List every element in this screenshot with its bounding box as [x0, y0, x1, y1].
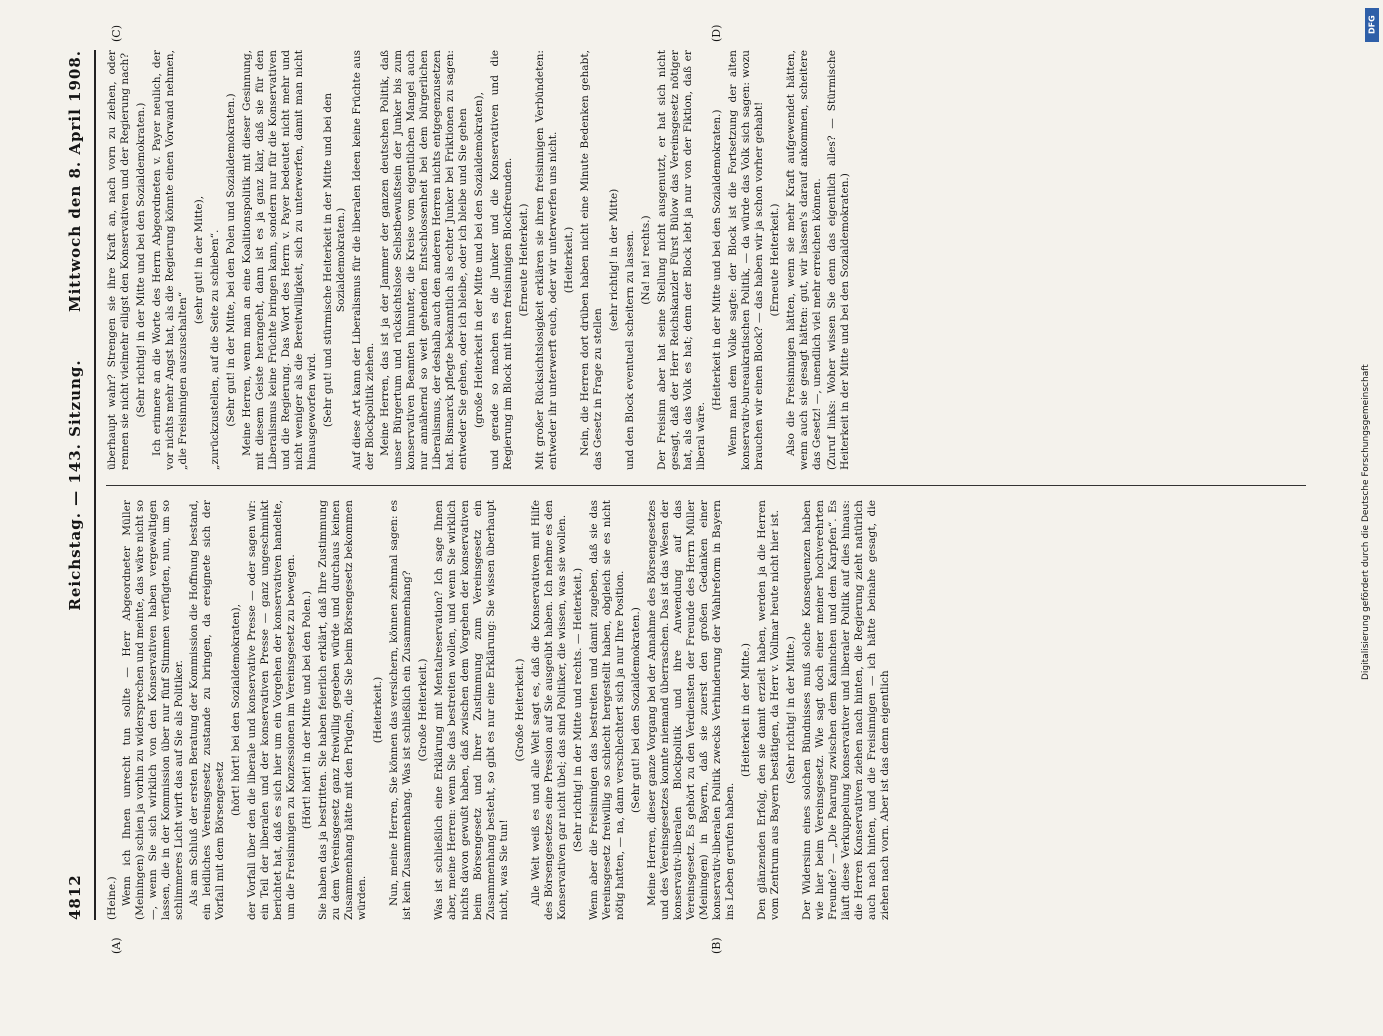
interjection: (große Heiterkeit in der Mitte und bei den Sozialdemokraten),	[473, 92, 485, 428]
paragraph: Wenn aber die Freisinnigen das bestreiten und damit zugeben, daß sie das Vereinsgesetz freiwillig so schlecht hergestellt haben, obgleich sie es nicht nötig hatten, — na, dann verschlechtert sich ja nur Ihre Position.	[588, 500, 626, 920]
paragraph: Meine Herren, dieser ganze Vorgang bei der Annahme des Börsengesetzes und des Vereinsgesetzes konnte niemand überraschen. Das ist das Wesen der konservativ-liberalen Blockpolitik und ihre Anwendung auf das Vereinsgesetz. Es gehört zu den Verdiensten der Freunde des Herrn Müller (Meiningen) in Bayern, daß sie zuerst den großen Gedanken einer konservativ-liberalen Politik zwecks Verhinderung der Wahlreform in Bayern ins Leben gerufen haben.	[646, 500, 736, 920]
session-title: Reichstag. — 143. Sitzung.	[66, 359, 84, 611]
paragraph: Mit großer Rücksichtslosigkeit erklären sie ihren freisinnigen Verbündeten: entweder ihr unterwerft euch, oder wir unterwerfen uns nicht.	[534, 50, 559, 470]
interjection: (Sehr gut! und stürmische Heiterkeit in der Mitte und bei den Sozialdemokraten.)	[322, 92, 347, 428]
document-page	[60, 24, 1330, 954]
interjection: (Hört! hört! in der Mitte und bei den Polen.)	[301, 590, 313, 830]
interjection: (hört! hört! bei den Sozialdemokraten),	[230, 604, 242, 816]
margin-marker-d: (D)	[710, 24, 723, 42]
paragraph: überhaupt wahr? Strengen sie ihre Kraft an, nach vorn zu ziehen, oder rennen sie nicht vielmehr eiligst den Konservativen und der Regierung nach?	[106, 50, 131, 470]
paragraph: der Vorfall über den die liberale und konservative Presse — oder sagen wir: ein Teil der liberalen und der konservativen Presse — ganz ungeschminkt berichtet hat, daß es sich hier um ein Vorgehen der konservativen handelte, um die Freisinnigen zu Konzessionen im Vereinsgesetz zu bewegen.	[246, 500, 297, 920]
page-number: 4812	[66, 874, 84, 920]
interjection: (Erneute Heiterkeit.)	[518, 203, 530, 317]
running-header	[60, 50, 96, 920]
interjection: (sehr richtig! in der Mitte)	[608, 188, 620, 332]
paragraph: Der Freisinn aber hat seine Stellung nicht ausgenutzt, er hat sich nicht gesagt, daß der Herr Reichskanzler Fürst Bülow das Vereinsgesetz nötiger hat, als das Volk es hat; denn der Block lebt ja nur von der Fiktion, daß er liberal wäre.	[656, 50, 707, 470]
paragraph: Der Widersinn eines solchen Bündnisses muß solche Konsequenzen haben wie hier beim Vereinsgesetz. Wie sagt doch einer meiner hochverehrten Freunde? — „Die Paarung zwischen dem Kaninchen und dem Karpfen“. Es läuft diese Verkuppelung konservativer und liberaler Politik auf dies hinaus: die Herren Konservativen ziehen nach hinten, die Regierung zieht natürlich auch nach hinten, und die Freisinnigen — ich hätte beinahe gesagt, die ziehen nach vorn. Aber ist das denn eigentlich	[801, 500, 891, 920]
interjection: (Sehr richtig! in der Mitte und bei den Sozialdemokraten.)	[135, 102, 147, 418]
paragraph: und den Block eventuell scheitern zu lassen.	[624, 230, 636, 470]
interjection: (Heiterkeit in der Mitte und bei den Sozialdemokraten.)	[711, 109, 723, 411]
paragraph: und gerade so machen es die Junker und die Konservativen und die Regierung im Block mit ihren freisinnigen Blockfreunden.	[489, 50, 514, 470]
margin-marker-c: (C)	[110, 25, 123, 42]
paragraph: (Zuruf links: Woher wissen Sie denn das eigentlich alles? — Stürmische Heiterkeit in der Mitte und bei den Sozialdemokraten.)	[826, 50, 851, 470]
interjection: (Heiterkeit.)	[563, 226, 575, 294]
paragraph: Sie haben das ja bestritten. Sie haben feierlich erklärt, daß Ihre Zustimmung zu dem Vereinsgesetz ganz freiwillig gegeben würde und durchaus keinen Zusammenhang hätte mit den Prügeln, die Sie beim Börsengesetz bekommen würden.	[317, 500, 368, 920]
interjection: (Sehr richtig! in der Mitte und rechts. — Heiterkeit.)	[572, 567, 584, 853]
right-column	[106, 50, 1306, 470]
paragraph: Auf diese Art kann der Liberalismus für die liberalen Ideen keine Früchte aus der Blockpolitik ziehen.	[351, 50, 376, 470]
paragraph: Meine Herren, wenn man an eine Koalitionspolitik mit dieser Gesinnung, mit diesem Geiste herangeht, dann ist es ja ganz klar, daß sie für den Liberalismus keine Früchte bringen kann, sondern nur für die Konservativen und die Regierung. Das Wort des Herrn v. Payer bedeutet nicht mehr und nicht weniger als die Bereitwilligkeit, sich zu unterwerfen, damit man nicht hinausgeworfen wird.	[241, 50, 318, 470]
dfg-logo: DFG	[1365, 8, 1379, 42]
left-column	[106, 500, 1306, 920]
interjection: (Heiterkeit.)	[372, 676, 384, 744]
margin-marker-b: (B)	[710, 937, 723, 954]
interjection: (Heiterkeit in der Mitte.)	[740, 643, 752, 777]
interjection: (sehr gut! in der Mitte),	[193, 195, 205, 325]
paragraph: Ich erinnere an die Worte des Herrn Abgeordneten v. Payer neulich, der vor nichts mehr Angst hat, als die Regierung könnte einen Vorwand nehmen, „die Freisinnigen auszuschalten“	[151, 50, 189, 470]
digitization-credit	[1361, 52, 1377, 1036]
interjection: (Große Heiterkeit.)	[514, 658, 526, 762]
interjection: (Sehr richtig! in der Mitte.)	[785, 636, 797, 784]
paragraph: Was ist schließlich eine Erklärung mit Mentalreservation? Ich sage Ihnen aber, meine Herren: wenn Sie das bestreiten wollen, und wenn Sie wirklich nichts davon gewußt haben, daß zwischen dem Vorgehen der konservativen beim Börsengesetz und Ihrer Zustimmung zum Vereinsgesetz ein Zusammenhang besteht, so gibt es nur eine Erklärung: Sie wissen überhaupt nicht, was Sie tun!	[433, 500, 510, 920]
paragraph: Den glänzenden Erfolg, den sie damit erzielt haben, werden ja die Herren vom Zentrum aus Bayern bestätigen, da Herr v. Vollmar heute nicht hier ist.	[756, 500, 781, 920]
paragraph: Wenn ich Ihnen unrecht tun sollte — Herr Abgeordneter Müller (Meiningen) schien ja vorhin zu widersprechen und meinte, das wäre nicht so —, wenn Sie sich wirklich von den Konservativen haben vergewaltigen lassen, die in der Kommission über nur fünf Stimmen verfügten, nun, um so schlimmeres Licht wirft das auf Sie als Politiker.	[121, 500, 185, 920]
paragraph: Alle Welt weiß es und alle Welt sagt es, daß die Konservativen mit Hilfe des Börsengesetzes eine Pression auf Sie ausgeübt haben. Ich nehme es den Konservativen gar nicht übel; das sind Politiker, die wissen, was sie wollen.	[530, 500, 568, 920]
margin-marker-a: (A)	[110, 937, 123, 954]
interjection: (Große Heiterkeit.)	[417, 658, 429, 762]
paragraph: Nein, die Herren dort drüben haben nicht eine Minute Bedenken gehabt, das Gesetz in Frage zu stellen	[579, 50, 604, 470]
interjection: (Sehr gut! in der Mitte, bei den Polen und Sozialdemokraten.)	[225, 93, 237, 427]
paragraph: Nun, meine Herren, Sie können das versichern, können zehnmal sagen: es ist kein Zusammenhang. Was ist schließlich ein Zusammenhang?	[388, 500, 413, 920]
paragraph: Meine Herren, das ist ja der Jammer der ganzen deutschen Politik, daß unser Bürgertum und rücksichtslose Selbstbewußtsein der Junker bis zum konservativen Beamten hinunter, die Kreise vom eigentlichen Mangel auch nur annähernd so weit gehenden Entschlossenheit bei dem bürgerlichen Liberalismus, der deshalb auch den anderen Herren nichts entgegenzusetzen hat. Bismarck pflegte bekanntlich als echter Junker bei Friktionen zu sagen: entweder Sie gehen, oder ich bleibe, oder ich bleibe und Sie gehen	[379, 50, 469, 470]
paragraph: Also die Freisinnigen hätten, wenn sie mehr Kraft aufgewendet hätten, wenn auch sie gesagt hätten: gut, wir lassen's darauf ankommen, scheitere das Gesetz! —, unendlich viel mehr erreichen können.	[785, 50, 823, 470]
paragraph: (Heine.)	[106, 876, 118, 920]
paragraph: Als am Schluß der ersten Beratung der Kommission die Hoffnung bestand, ein leidliches Vereinsgesetz zustande zu bringen, da ereignete sich der Vorfall mit dem Börsengesetz	[188, 500, 226, 920]
interjection: (Na! na! rechts.)	[640, 215, 652, 305]
paragraph: Wenn man dem Volke sagte: der Block ist die Fortsetzung der alten konservativ-bureaukratischen Politik, — da würde das Volk sich sagen: wozu brauchen wir einen Block? — das haben wir ja schon vorher gehabt!	[727, 50, 765, 470]
session-date: Mittwoch den 8. April 1908.	[66, 50, 84, 312]
credit-text: Digitalisierung gefördert durch die Deutsche Forschungsgemeinschaft	[1361, 364, 1371, 680]
paragraph: „zurückzustellen, auf die Seite zu schieben“.	[209, 229, 221, 470]
column-divider	[106, 485, 1306, 486]
interjection: (Sehr gut! bei den Sozialdemokraten.)	[630, 607, 642, 813]
interjection: (Erneute Heiterkeit.)	[769, 203, 781, 317]
